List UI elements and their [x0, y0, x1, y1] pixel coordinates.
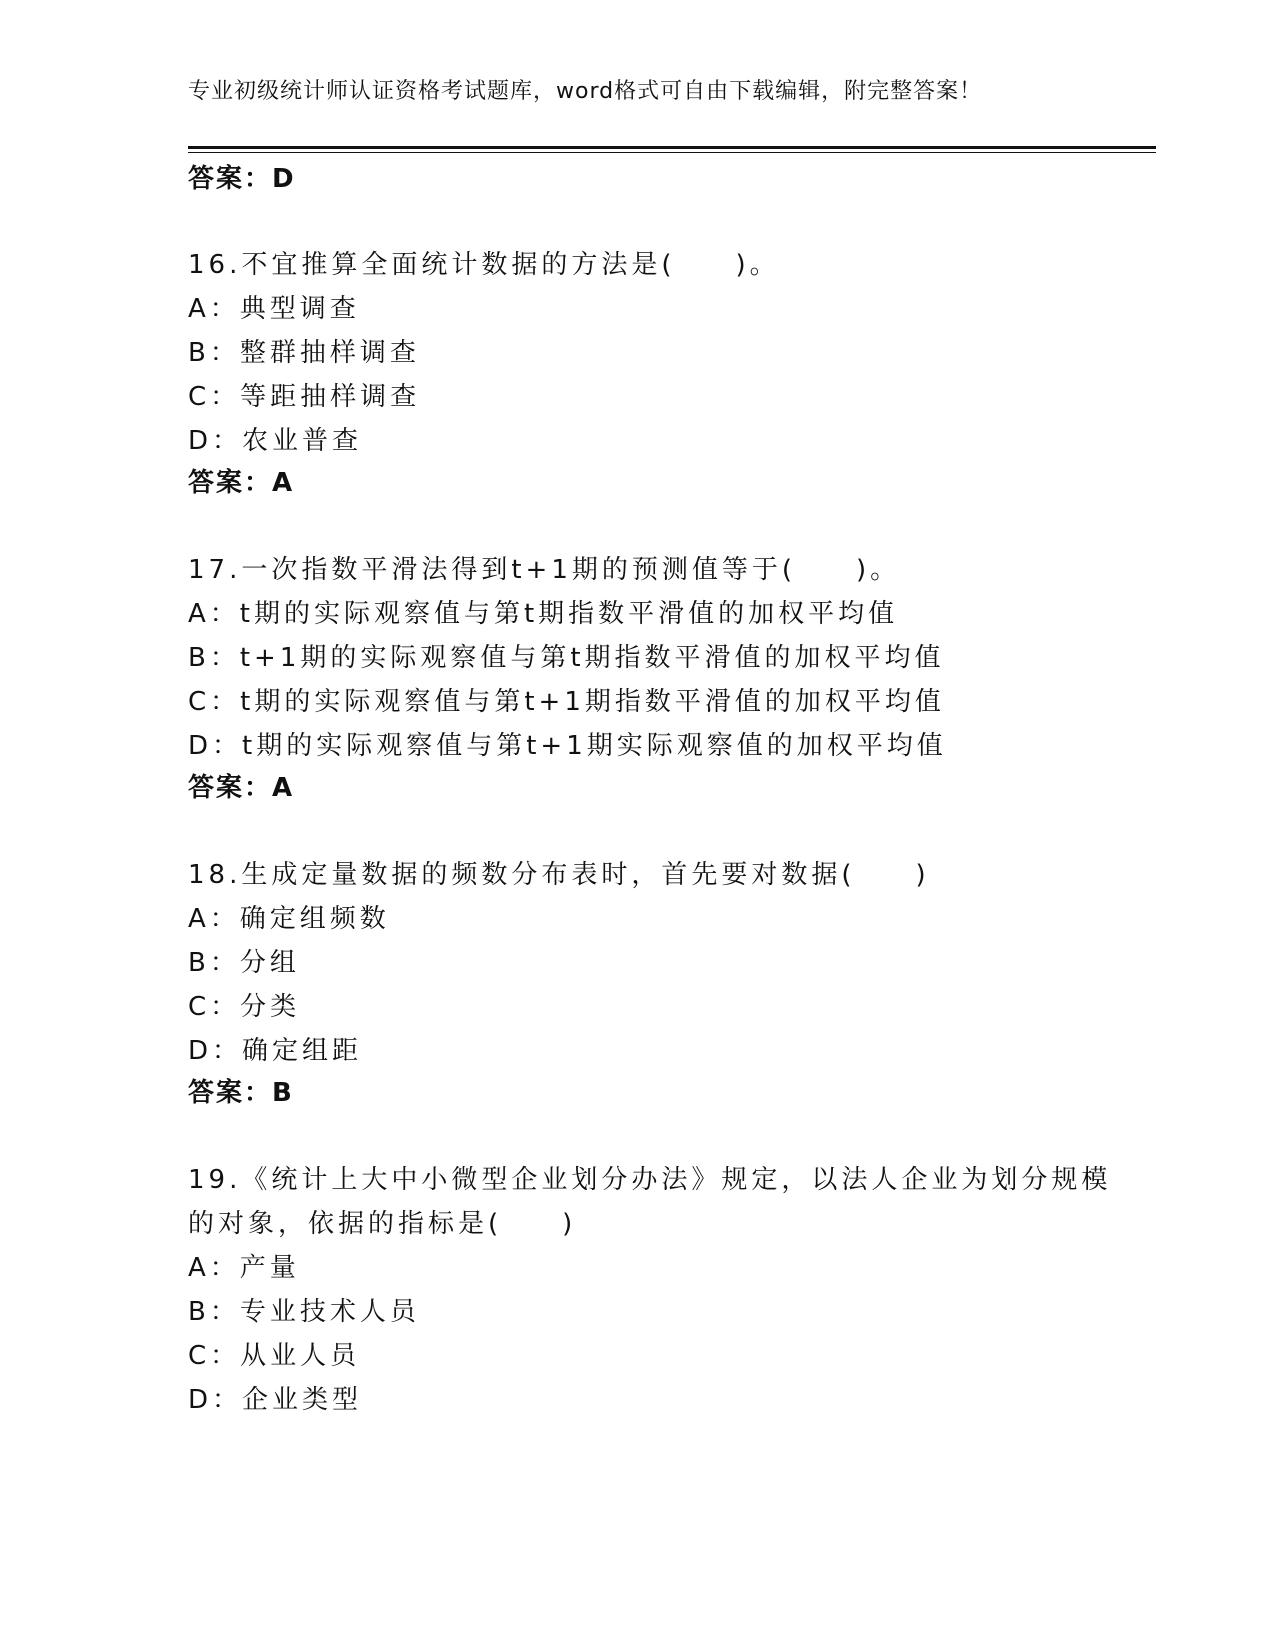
q16-option-a: A：典型调查	[188, 294, 360, 324]
question-18: 18.生成定量数据的频数分布表时，首先要对数据( )	[188, 860, 930, 890]
answer-16: 答案：A	[188, 468, 295, 498]
answer-17: 答案：A	[188, 773, 295, 803]
question-16: 16.不宜推算全面统计数据的方法是( )。	[188, 250, 780, 280]
question-17: 17.一次指数平滑法得到t+1期的预测值等于( )。	[188, 555, 901, 585]
q17-option-a: A：t期的实际观察值与第t期指数平滑值的加权平均值	[188, 599, 899, 629]
q17-option-d: D：t期的实际观察值与第t+1期实际观察值的加权平均值	[188, 731, 947, 761]
q18-option-b: B：分组	[188, 948, 300, 978]
q19-option-d: D：企业类型	[188, 1385, 363, 1415]
q19-option-b: B：专业技术人员	[188, 1297, 420, 1327]
question-19-continued: 的对象，依据的指标是( )	[188, 1209, 577, 1239]
answer-15: 答案：D	[188, 164, 296, 194]
q19-option-c: C：从业人员	[188, 1341, 361, 1371]
q16-option-b: B：整群抽样调查	[188, 338, 420, 368]
question-19: 19.《统计上大中小微型企业划分办法》规定，以法人企业为划分规模	[188, 1165, 1112, 1195]
q16-option-d: D：农业普查	[188, 426, 363, 456]
q17-option-c: C：t期的实际观察值与第t+1期指数平滑值的加权平均值	[188, 687, 945, 717]
answer-18: 答案：B	[188, 1078, 294, 1108]
q18-option-c: C：分类	[188, 992, 301, 1022]
header-rule-thick	[188, 146, 1156, 149]
q18-option-d: D：确定组距	[188, 1036, 363, 1066]
header-rule-thin	[188, 152, 1156, 153]
q16-option-c: C：等距抽样调查	[188, 382, 421, 412]
q19-option-a: A：产量	[188, 1253, 300, 1283]
q18-option-a: A：确定组频数	[188, 904, 390, 934]
q17-option-b: B：t+1期的实际观察值与第t期指数平滑值的加权平均值	[188, 643, 945, 673]
page-header: 专业初级统计师认证资格考试题库，word格式可自由下载编辑，附完整答案！	[188, 79, 983, 104]
